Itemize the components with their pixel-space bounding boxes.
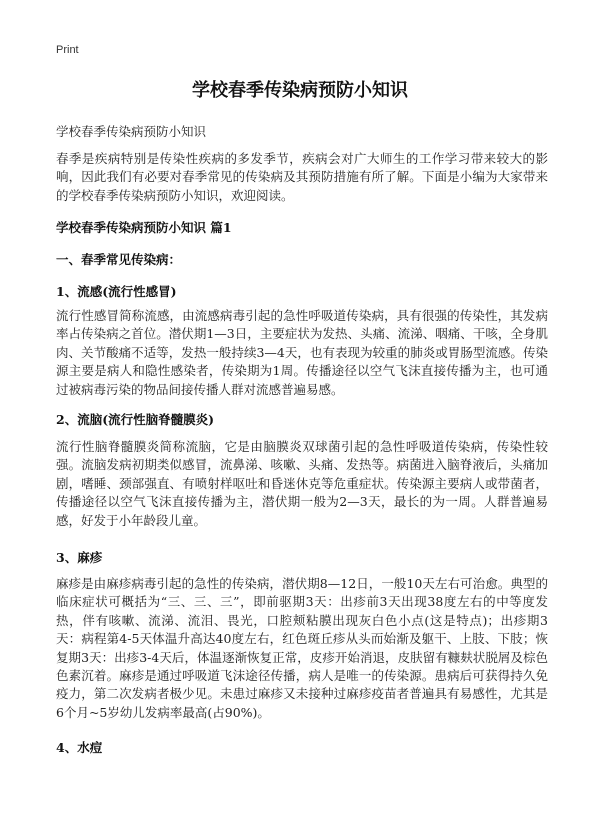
print-link[interactable]: Print [56,44,79,56]
item-text-measles: 麻疹是由麻疹病毒引起的急性的传染病，潜伏期8—12日，一般10天左右可治愈。典型的临床症状可概括为“三、三、三”，即前驱期3天：出疹前3天出现38度左右的中等度发热，伴有咳嗽、流涕、流泪、畏光，口腔颊粘膜出现灰白色小点(这是特点)；出疹期3天：病程第4-5天体温升高达40度左右，红色斑丘疹从头而始渐及躯干、上肢、下肢；恢复期3天：出疹3-4天后，体温逐渐恢复正常，皮疹开始消退，皮肤留有糠麸状脱屑及棕色色素沉着。麻疹是通过呼吸道飞沫途径传播，病人是唯一的传染源。患病后可获得持久免疫力，第二次发病者极少见。未患过麻疹又未接种过麻疹疫苗者普遍具有易感性，尤其是6个月~5岁幼儿发病率最高(占90%)。 [56,576,548,720]
subtitle: 学校春季传染病预防小知识 [56,124,207,139]
item-text-flu: 流行性感冒简称流感，由流感病毒引起的急性呼吸道传染病，具有很强的传染性，其发病率占传染病之首位。潜伏期1—3日，主要症状为发热、头痛、流涕、咽痛、干咳，全身肌肉、关节酸痛不适等，发热一般持续3—4天，也有表现为较重的肺炎或胃肠型流感。传染源主要是病人和隐性感染者，传染期为1周。传播途径以空气飞沫直接传播为主，也可通过被病毒污染的物品间接传播人群对流感普遍易感。 [56,308,548,397]
item-heading-meningitis: 2、流脑(流行性脑脊髓膜炎) [56,412,215,427]
part-heading: 一、春季常见传染病： [56,252,182,267]
item-text-meningitis: 流行性脑脊髓膜炎简称流脑，它是由脑膜炎双球菌引起的急性呼吸道传染病，传染性较强。流脑发病初期类似感冒，流鼻涕、咳嗽、头痛、发热等。病菌进入脑脊液后，头痛加剧，嗜睡、颈部强直、有喷射样呕吐和昏迷休克等危重症状。传染源主要病人或带菌者，传播途径以空气飞沫直接传播为主，潜伏期一般为2—3天，最长的为一周。人群普遍易感，好发于小年龄段儿童。 [56,439,548,528]
section-heading: 学校春季传染病预防小知识 篇1 [56,220,232,235]
item-heading-flu: 1、流感(流行性感冒) [56,284,177,299]
intro-paragraph: 春季是疾病特别是传染性疾病的多发季节，疾病会对广大师生的工作学习带来较大的影响，因此我们有必要对春季常见的传染病及其预防措施有所了解。下面是小编为大家带来的学校春季传染病预防小知识，欢迎阅读。 [56,151,548,203]
page-title: 学校春季传染病预防小知识 [192,80,408,101]
item-heading-measles: 3、麻疹 [56,550,103,565]
item-heading-chickenpox: 4、水痘 [56,740,103,755]
